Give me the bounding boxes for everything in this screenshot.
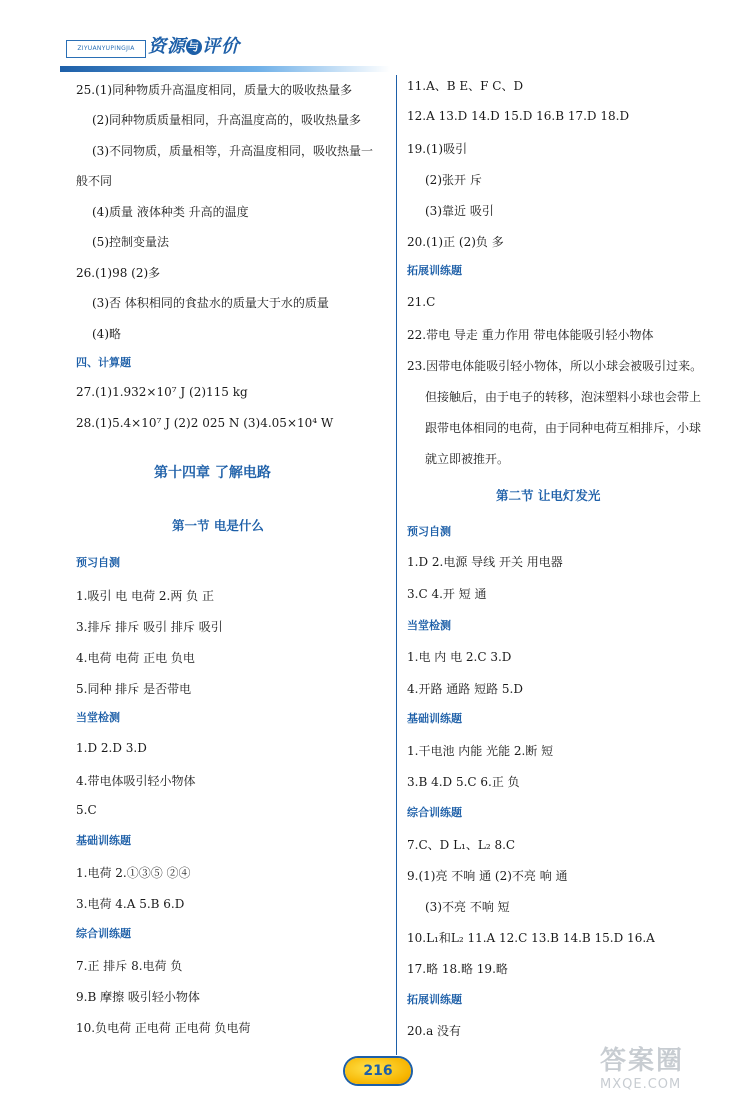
header-pinyin: ZIYUANYUPINGJIA bbox=[66, 40, 146, 58]
answer-line: 5.C bbox=[76, 803, 97, 817]
watermark-text: 答案圈 bbox=[600, 1046, 685, 1076]
section-heading: 综合训练题 bbox=[407, 806, 462, 819]
answer-line: 7.C、D L₁、L₂ 8.C bbox=[407, 838, 516, 852]
answer-line: 20.(1)正 (2)负 多 bbox=[407, 235, 504, 249]
answer-line: 3.B 4.D 5.C 6.正 负 bbox=[407, 775, 520, 789]
answer-line: 12.A 13.D 14.D 15.D 16.B 17.D 18.D bbox=[407, 109, 630, 123]
answer-line: (3)不亮 不响 短 bbox=[425, 900, 510, 914]
answer-line: 1.D 2.D 3.D bbox=[76, 741, 147, 755]
answer-line: 11.A、B E、F C、D bbox=[407, 79, 524, 93]
answer-line: 27.(1)1.932×10⁷ J (2)115 kg bbox=[76, 385, 248, 399]
answer-line: (3)不同物质，质量相等，升高温度相同，吸收热量一 bbox=[92, 144, 374, 158]
answer-line: 10.L₁和L₂ 11.A 12.C 13.B 14.B 15.D 16.A bbox=[407, 931, 655, 945]
answer-line: 1.D 2.电源 导线 开关 用电器 bbox=[407, 555, 563, 569]
answer-line: 25.(1)同种物质升高温度相同，质量大的吸收热量多 bbox=[76, 83, 353, 97]
answer-line: 22.带电 导走 重力作用 带电体能吸引轻小物体 bbox=[407, 328, 654, 342]
answer-line: 9.(1)亮 不响 通 (2)不亮 响 通 bbox=[407, 869, 568, 883]
section-heading: 预习自测 bbox=[407, 525, 451, 538]
section-heading: 拓展训练题 bbox=[407, 993, 462, 1006]
answer-line: 3.C 4.开 短 通 bbox=[407, 587, 487, 601]
section-heading: 预习自测 bbox=[76, 556, 120, 569]
answer-line: 10.负电荷 正电荷 正电荷 负电荷 bbox=[76, 1021, 251, 1035]
answer-line: 跟带电体相同的电荷，由于同种电荷互相排斥，小球 bbox=[425, 421, 702, 435]
section-heading: 四、计算题 bbox=[76, 356, 131, 369]
answer-line: 23.因带电体能吸引轻小物体，所以小球会被吸引过来。 bbox=[407, 359, 703, 373]
answer-line: 就立即被推开。 bbox=[425, 452, 510, 466]
answer-line: 但接触后，由于电子的转移，泡沫塑料小球也会带上 bbox=[425, 390, 702, 404]
section-heading: 拓展训练题 bbox=[407, 264, 462, 277]
answer-line: 1.吸引 电 电荷 2.两 负 正 bbox=[76, 589, 214, 603]
answer-line: 9.B 摩擦 吸引轻小物体 bbox=[76, 990, 200, 1004]
answer-line: 5.同种 排斥 是否带电 bbox=[76, 682, 192, 696]
section-heading: 当堂检测 bbox=[76, 711, 120, 724]
answer-line: 4.带电体吸引轻小物体 bbox=[76, 774, 196, 788]
answer-line: (3)靠近 吸引 bbox=[425, 204, 494, 218]
answer-line: 17.略 18.略 19.略 bbox=[407, 962, 508, 976]
page-header bbox=[60, 30, 390, 70]
answer-line: (4)略 bbox=[92, 327, 121, 341]
answer-line: 19.(1)吸引 bbox=[407, 142, 468, 156]
answer-line: 1.电荷 2.①③⑤ ②④ bbox=[76, 866, 191, 880]
answer-line: 26.(1)98 (2)多 bbox=[76, 266, 161, 280]
answer-line: 20.a 没有 bbox=[407, 1024, 462, 1038]
section-heading: 基础训练题 bbox=[407, 712, 462, 725]
answer-line: 7.正 排斥 8.电荷 负 bbox=[76, 959, 183, 973]
answer-line: (2)张开 斥 bbox=[425, 173, 482, 187]
page-number: 216 bbox=[345, 1058, 411, 1084]
answer-line: (3)否 体积相同的食盐水的质量大于水的质量 bbox=[92, 296, 329, 310]
answer-line: 般不同 bbox=[76, 174, 113, 188]
answer-line: 4.电荷 电荷 正电 负电 bbox=[76, 651, 195, 665]
section-heading: 综合训练题 bbox=[76, 927, 131, 940]
answer-line: 3.排斥 排斥 吸引 排斥 吸引 bbox=[76, 620, 223, 634]
subsection-title: 第一节 电是什么 bbox=[172, 518, 264, 533]
header-underline bbox=[60, 66, 390, 72]
answer-line: 4.开路 通路 短路 5.D bbox=[407, 682, 523, 696]
header-title-b: 评价 bbox=[202, 36, 240, 57]
section-heading: 基础训练题 bbox=[76, 834, 131, 847]
answer-line: (2)同种物质质量相同，升高温度高的，吸收热量多 bbox=[92, 113, 361, 127]
answer-line: (5)控制变量法 bbox=[92, 235, 169, 249]
subsection-title: 第二节 让电灯发光 bbox=[496, 488, 601, 503]
watermark-logo bbox=[600, 1040, 740, 1100]
answer-line: 1.电 内 电 2.C 3.D bbox=[407, 650, 512, 664]
answer-line: 3.电荷 4.A 5.B 6.D bbox=[76, 897, 185, 911]
column-divider bbox=[396, 75, 397, 1055]
header-amp-icon: 与 bbox=[188, 40, 200, 53]
answer-line: 28.(1)5.4×10⁷ J (2)2 025 N (3)4.05×10⁴ W bbox=[76, 416, 334, 430]
header-title-a: 资源 bbox=[148, 36, 186, 57]
answer-line: (4)质量 液体种类 升高的温度 bbox=[92, 205, 249, 219]
answer-line: 21.C bbox=[407, 295, 436, 309]
answer-line: 1.干电池 内能 光能 2.断 短 bbox=[407, 744, 554, 758]
section-heading: 当堂检测 bbox=[407, 619, 451, 632]
watermark-url: MXQE.COM bbox=[600, 1077, 682, 1092]
header-title bbox=[148, 32, 240, 58]
chapter-title: 第十四章 了解电路 bbox=[154, 465, 271, 481]
